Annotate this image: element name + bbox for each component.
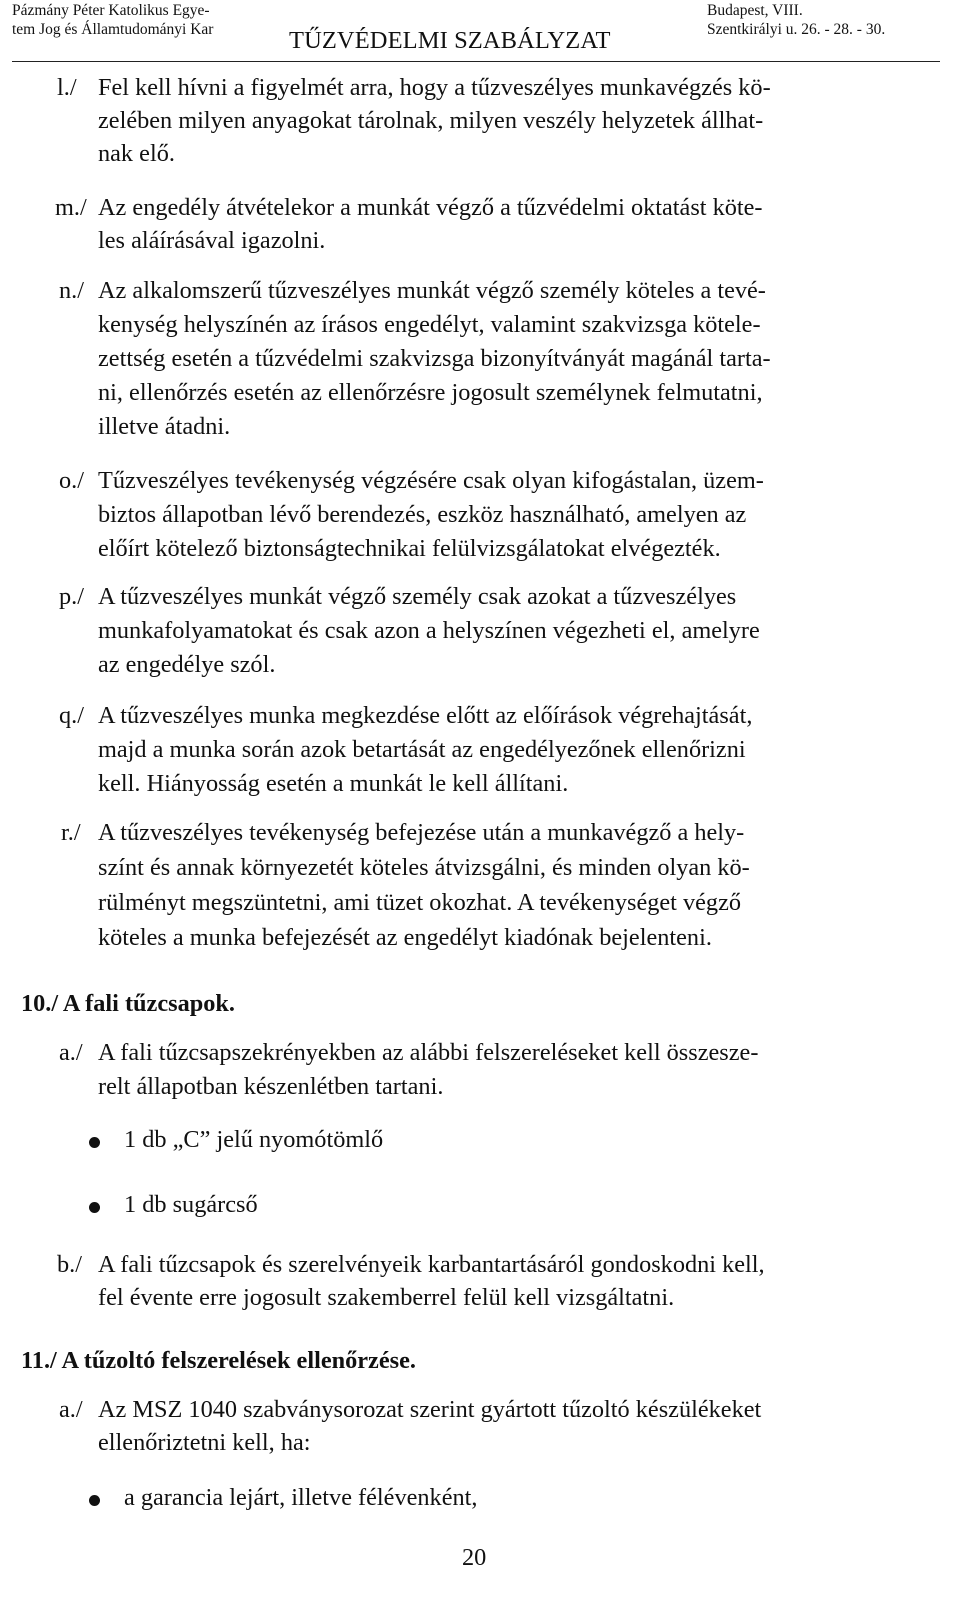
item-text-line: Fel kell hívni a figyelmét arra, hogy a tűzveszélyes munkavégzés kö- bbox=[98, 74, 771, 101]
item-text-line: Az MSZ 1040 szabványsorozat szerint gyártott tűzoltó készülékeket bbox=[98, 1396, 762, 1423]
item-text-line: relt állapotban készenlétben tartani. bbox=[98, 1073, 444, 1100]
bullet-item: 1 db „C” jelű nyomótömlő bbox=[124, 1126, 384, 1153]
bullet-item: 1 db sugárcső bbox=[124, 1191, 258, 1218]
item-text-line: Az alkalomszerű tűzveszélyes munkát végző személy köteles a tevé- bbox=[98, 277, 766, 304]
item-text-line: színt és annak környezetét köteles átvizsgálni, és minden olyan kö- bbox=[98, 854, 750, 881]
item-label: o./ bbox=[59, 467, 84, 494]
bullet-icon bbox=[89, 1202, 100, 1213]
header-divider bbox=[12, 61, 940, 62]
item-text-line: A fali tűzcsapszekrényekben az alábbi felszereléseket kell összesze- bbox=[98, 1039, 759, 1066]
item-text-line: Tűzveszélyes tevékenység végzésére csak olyan kifogástalan, üzem- bbox=[98, 467, 764, 494]
item-text-line: illetve átadni. bbox=[98, 413, 231, 440]
item-label: a./ bbox=[59, 1396, 83, 1423]
item-label: q./ bbox=[59, 702, 84, 729]
item-text-line: fel évente erre jogosult szakemberrel felül kell vizsgáltatni. bbox=[98, 1284, 675, 1311]
item-text-line: munkafolyamatokat és csak azon a helyszínen végezheti el, amelyre bbox=[98, 617, 760, 644]
item-label: l./ bbox=[57, 74, 77, 101]
item-text-line: kell. Hiányosság esetén a munkát le kell állítani. bbox=[98, 770, 569, 797]
item-text-line: A tűzveszélyes tevékenység befejezése után a munkavégző a hely- bbox=[98, 819, 745, 846]
item-label: p./ bbox=[59, 583, 84, 610]
item-label: b./ bbox=[57, 1251, 82, 1278]
item-text-line: Az engedély átvételekor a munkát végző a tűzvédelmi oktatást köte- bbox=[98, 194, 763, 221]
item-text-line: A tűzveszélyes munkát végző személy csak azokat a tűzveszélyes bbox=[98, 583, 737, 610]
item-label: m./ bbox=[55, 194, 87, 221]
item-text-line: köteles a munka befejezését az engedélyt kiadónak bejelenteni. bbox=[98, 924, 712, 951]
item-text-line: zelében milyen anyagokat tárolnak, milyen veszély helyzetek állhat- bbox=[98, 107, 764, 134]
item-text-line: nak elő. bbox=[98, 140, 175, 167]
item-text-line: ni, ellenőrzés esetén az ellenőrzésre jogosult személynek felmutatni, bbox=[98, 379, 763, 406]
item-text-line: kenység helyszínén az írásos engedélyt, valamint szakvizsga kötele- bbox=[98, 311, 761, 338]
item-text-line: ellenőriztetni kell, ha: bbox=[98, 1429, 311, 1456]
item-text-line: majd a munka során azok betartását az engedélyezőnek ellenőrizni bbox=[98, 736, 746, 763]
bullet-item: a garancia lejárt, illetve félévenként, bbox=[124, 1484, 478, 1511]
item-text-line: zettség esetén a tűzvédelmi szakvizsga bizonyítványát magánál tarta- bbox=[98, 345, 771, 372]
header-address-line2: Szentkirályi u. 26. - 28. - 30. bbox=[707, 21, 886, 38]
bullet-icon bbox=[89, 1495, 100, 1506]
page-number: 20 bbox=[462, 1544, 487, 1571]
item-label: a./ bbox=[59, 1039, 83, 1066]
bullet-icon bbox=[89, 1137, 100, 1148]
item-text-line: biztos állapotban lévő berendezés, eszköz használható, amelyen az bbox=[98, 501, 747, 528]
item-text-line: les aláírásával igazolni. bbox=[98, 227, 326, 254]
item-text-line: az engedélye szól. bbox=[98, 651, 276, 678]
section-heading-10: 10./ A fali tűzcsapok. bbox=[21, 990, 235, 1017]
item-text-line: A fali tűzcsapok és szerelvényeik karbantartásáról gondoskodni kell, bbox=[98, 1251, 765, 1278]
header-institution-line1: Pázmány Péter Katolikus Egye- bbox=[12, 2, 210, 19]
header-institution-line2: tem Jog és Államtudományi Kar bbox=[12, 21, 214, 38]
section-heading-11: 11./ A tűzoltó felszerelések ellenőrzése. bbox=[21, 1347, 416, 1374]
header-address-line1: Budapest, VIII. bbox=[707, 2, 803, 19]
item-text-line: A tűzveszélyes munka megkezdése előtt az előírások végrehajtását, bbox=[98, 702, 753, 729]
item-label: r./ bbox=[61, 819, 81, 846]
item-text-line: előírt kötelező biztonságtechnikai felülvizsgálatokat elvégezték. bbox=[98, 535, 721, 562]
item-text-line: rülményt megszüntetni, ami tüzet okozhat. A tevékenységet végző bbox=[98, 889, 742, 916]
item-label: n./ bbox=[59, 277, 84, 304]
document-title: TŰZVÉDELMI SZABÁLYZAT bbox=[289, 27, 611, 54]
